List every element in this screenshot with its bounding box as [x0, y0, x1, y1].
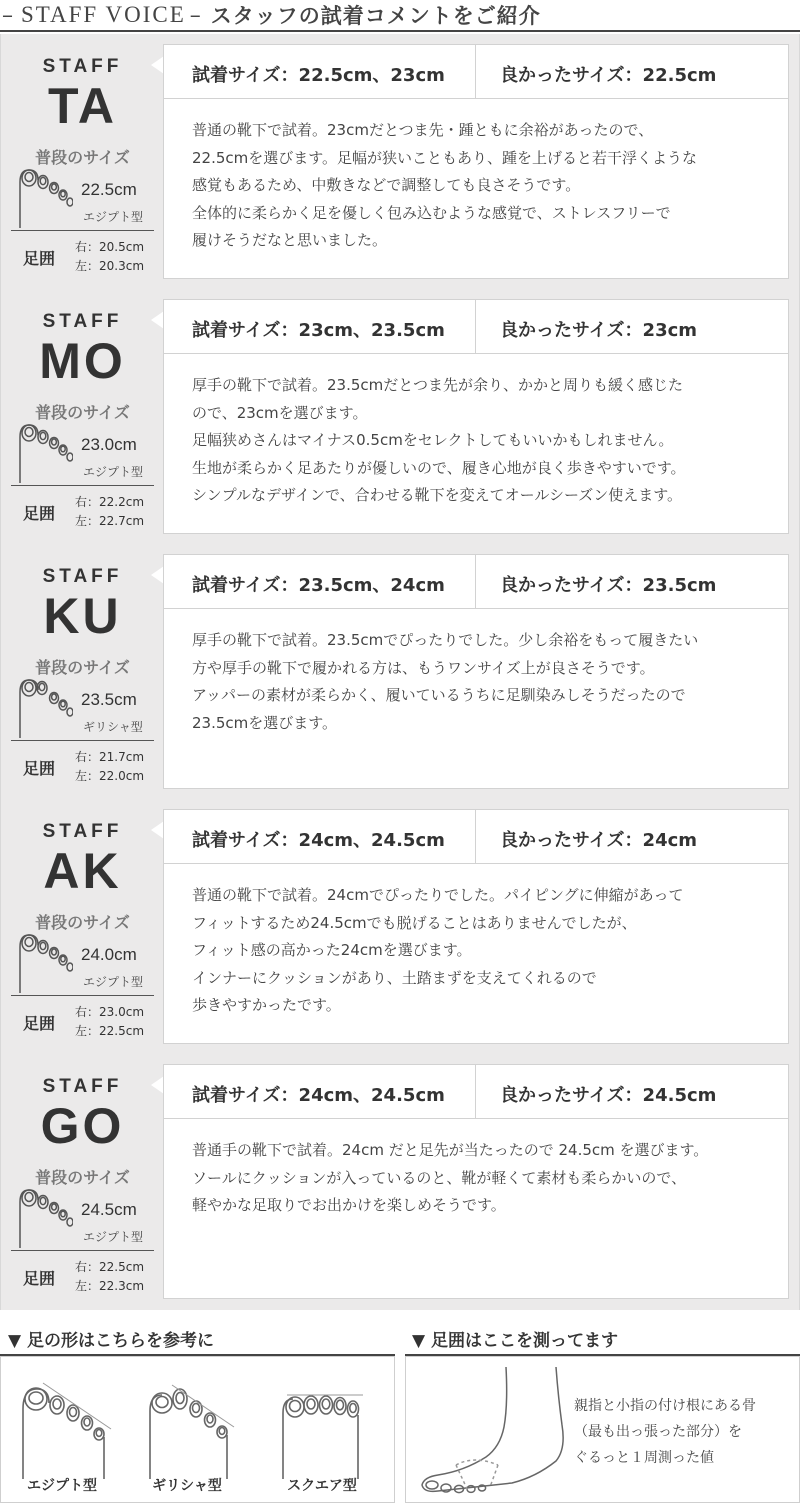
usual-size-value: 24.0cm — [81, 945, 137, 964]
measure-text-line: ぐるっと１周測った値 — [574, 1450, 714, 1466]
foot-type-icon — [17, 1188, 73, 1248]
staff-initials: MO — [39, 333, 126, 389]
comment-card — [163, 809, 789, 1044]
greek-foot-icon — [138, 1371, 238, 1481]
foot-girth-label: 足囲 — [23, 1014, 56, 1033]
comment-line: シンプルなデザインで、合わせる靴下を変えてオールシーズン使えます。 — [192, 486, 683, 504]
foot-shape-label-square: スクエア型 — [287, 1478, 357, 1494]
comment-line: ソールにクッションが入っているのと、靴が軽くて素材も柔らかいので、 — [192, 1168, 687, 1187]
staff-initials: GO — [40, 1098, 125, 1154]
staff-comment — [192, 882, 772, 1020]
measure-text-line: 親指と小指の付け根にある骨 — [574, 1398, 756, 1414]
header-divider — [475, 810, 476, 864]
title-english: STAFF VOICE — [21, 2, 186, 27]
tried-sizes: 試着サイズ：22.5cm、23cm — [192, 65, 445, 86]
staff-comment — [192, 372, 772, 510]
staff-initials: TA — [48, 78, 117, 134]
square-foot-icon — [273, 1371, 373, 1481]
comment-line: 普通の靴下で試着。24cmでぴったりでした。パイピングに伸縮があって — [192, 886, 684, 904]
usual-size-value: 24.5cm — [81, 1200, 137, 1219]
comment-line: 履けそうだなと思いました。 — [192, 231, 388, 249]
foot-type-value: エジプト型 — [83, 975, 144, 989]
foot-type-value: エジプト型 — [83, 210, 144, 224]
staff-profile — [11, 1054, 154, 1293]
usual-size-value: 23.5cm — [81, 690, 137, 709]
staff-label: STAFF — [42, 821, 123, 842]
foot-girth-right: 右：20.5cm — [75, 240, 145, 254]
usual-size-label: 普段のサイズ — [35, 148, 130, 167]
comment-line: 足幅狭めさんはマイナス0.5cmをセレクトしてもいいかもしれません。 — [192, 431, 674, 449]
title-dash-left: – — [2, 2, 13, 28]
staff-comment — [192, 627, 772, 737]
good-size: 良かったサイズ：23.5cm — [500, 575, 717, 596]
foot-shape-label-greek: ギリシャ型 — [152, 1478, 222, 1494]
foot-shape-guide — [0, 1356, 395, 1503]
foot-girth-left: 左：20.3cm — [75, 259, 145, 273]
title-japanese: スタッフの試着コメントをご紹介 — [210, 4, 541, 28]
staff-profile — [11, 34, 154, 273]
comment-card — [163, 554, 789, 789]
comment-card — [163, 299, 789, 534]
staff-profile — [11, 544, 154, 783]
foot-girth-label: 足囲 — [23, 249, 56, 268]
staff-initials: AK — [43, 843, 122, 899]
staff-row — [1, 799, 800, 1038]
foot-girth-left: 左：22.3cm — [75, 1279, 145, 1293]
tried-sizes: 試着サイズ：24cm、24.5cm — [192, 830, 445, 851]
measure-heading: ▼ 足囲はここを測ってます — [412, 1331, 618, 1351]
good-size: 良かったサイズ：24.5cm — [500, 1085, 717, 1106]
header-divider — [475, 555, 476, 609]
foot-girth-left: 左：22.7cm — [75, 514, 145, 528]
comment-line: 厚手の靴下で試着。23.5cmだとつま先が余り、かかと周りも緩く感じた — [192, 376, 683, 394]
staff-voice-list — [0, 34, 800, 1310]
profile-divider — [11, 1250, 154, 1251]
comment-line: 厚手の靴下で試着。23.5cmでぴったりでした。少し余裕をもって履きたい — [192, 631, 699, 649]
staff-label: STAFF — [42, 311, 123, 332]
card-header — [164, 1065, 788, 1119]
foot-type-value: エジプト型 — [83, 1230, 144, 1244]
comment-line: 23.5cmを選びます。 — [192, 713, 338, 732]
foot-girth-right: 右：22.5cm — [75, 1260, 145, 1274]
foot-girth-right: 右：23.0cm — [75, 1005, 145, 1019]
comment-line: フィットするため24.5cmでも脱げることはありませんでしたが、 — [192, 913, 637, 932]
comment-line: 方や厚手の靴下で履かれる方は、もうワンサイズ上が良さそうです。 — [192, 658, 655, 677]
comment-line: 普通の靴下で試着。23cmだとつま先・踵ともに余裕があったので、 — [192, 121, 654, 139]
good-size: 良かったサイズ：23cm — [500, 320, 698, 341]
comment-card — [163, 1064, 789, 1299]
usual-size-label: 普段のサイズ — [35, 658, 130, 677]
usual-size-value: 23.0cm — [81, 435, 137, 454]
title-dash-right: – — [189, 2, 201, 28]
staff-label: STAFF — [42, 566, 123, 587]
foot-type-value: エジプト型 — [83, 465, 144, 479]
foot-girth-left: 左：22.0cm — [75, 769, 145, 783]
tried-sizes: 試着サイズ：23cm、23.5cm — [192, 320, 445, 341]
staff-row — [1, 1054, 800, 1293]
usual-size-label: 普段のサイズ — [35, 403, 130, 422]
foot-shape-heading: ▼ 足の形はこちらを参考に — [8, 1331, 214, 1351]
card-header — [164, 810, 788, 864]
foot-type-icon — [17, 933, 73, 993]
usual-size-value: 22.5cm — [81, 180, 137, 199]
staff-label: STAFF — [42, 56, 123, 77]
foot-girth-right: 右：21.7cm — [75, 750, 145, 764]
comment-line: フィット感の高かった24cmを選びます。 — [192, 941, 472, 959]
foot-girth-label: 足囲 — [23, 1269, 56, 1288]
good-size: 良かったサイズ：22.5cm — [500, 65, 717, 86]
foot-type-icon — [17, 168, 73, 228]
header-divider — [475, 45, 476, 99]
profile-divider — [11, 995, 154, 996]
comment-card — [163, 44, 789, 279]
foot-type-icon — [17, 678, 73, 738]
comment-line: 感覚もあるため、中敷きなどで調整しても良さそうです。 — [192, 176, 581, 194]
card-header — [164, 45, 788, 99]
header-divider — [475, 300, 476, 354]
foot-girth-label: 足囲 — [23, 759, 56, 778]
profile-divider — [11, 485, 154, 486]
header-divider — [475, 1065, 476, 1119]
staff-label: STAFF — [42, 1076, 123, 1097]
comment-line: 普通手の靴下で試着。24cm だと足先が当たったので 24.5cm を選びます。 — [192, 1141, 709, 1159]
measure-description — [574, 1393, 756, 1471]
profile-divider — [11, 230, 154, 231]
comment-line: 22.5cmを選びます。足幅が狭いこともあり、踵を上げると若干浮くような — [192, 148, 698, 167]
profile-divider — [11, 740, 154, 741]
foot-girth-label: 足囲 — [23, 504, 56, 523]
usual-size-label: 普段のサイズ — [35, 1168, 130, 1187]
staff-profile — [11, 799, 154, 1038]
tried-sizes: 試着サイズ：23.5cm、24cm — [192, 575, 445, 596]
foot-girth-left: 左：22.5cm — [75, 1024, 145, 1038]
measure-guide — [405, 1356, 800, 1503]
staff-row — [1, 544, 800, 783]
comment-line: 軽やかな足取りでお出かけを楽しめそうです。 — [192, 1196, 506, 1214]
staff-initials: KU — [43, 588, 122, 644]
card-header — [164, 555, 788, 609]
foot-type-icon — [17, 423, 73, 483]
staff-comment — [192, 1137, 772, 1220]
staff-row — [1, 289, 800, 528]
comment-line: 歩きやすかったです。 — [192, 996, 341, 1014]
egyptian-foot-icon — [13, 1371, 113, 1481]
tried-sizes: 試着サイズ：24cm、24.5cm — [192, 1085, 445, 1106]
good-size: 良かったサイズ：24cm — [500, 830, 698, 851]
comment-line: ので、23cmを選びます。 — [192, 403, 368, 422]
foot-type-value: ギリシャ型 — [83, 720, 143, 734]
foot-shape-label-egyptian: エジプト型 — [27, 1478, 97, 1494]
section-title — [0, 0, 800, 32]
card-header — [164, 300, 788, 354]
comment-line: 生地が柔らかく足あたりが優しいので、履き心地が良く歩きやすいです。 — [192, 458, 686, 477]
foot-side-view-icon — [416, 1365, 566, 1497]
measure-text-line: （最も出っ張った部分）を — [574, 1424, 742, 1440]
foot-girth-right: 右：22.2cm — [75, 495, 145, 509]
staff-row — [1, 34, 800, 273]
comment-line: インナーにクッションがあり、土踏まずを支えてくれるので — [192, 968, 597, 987]
staff-profile — [11, 289, 154, 528]
comment-line: 全体的に柔らかく足を優しく包み込むような感覚で、ストレスフリーで — [192, 203, 671, 222]
comment-line: アッパーの素材が柔らかく、履いているうちに足馴染みしそうだったので — [192, 686, 686, 704]
staff-comment — [192, 117, 772, 255]
usual-size-label: 普段のサイズ — [35, 913, 130, 932]
